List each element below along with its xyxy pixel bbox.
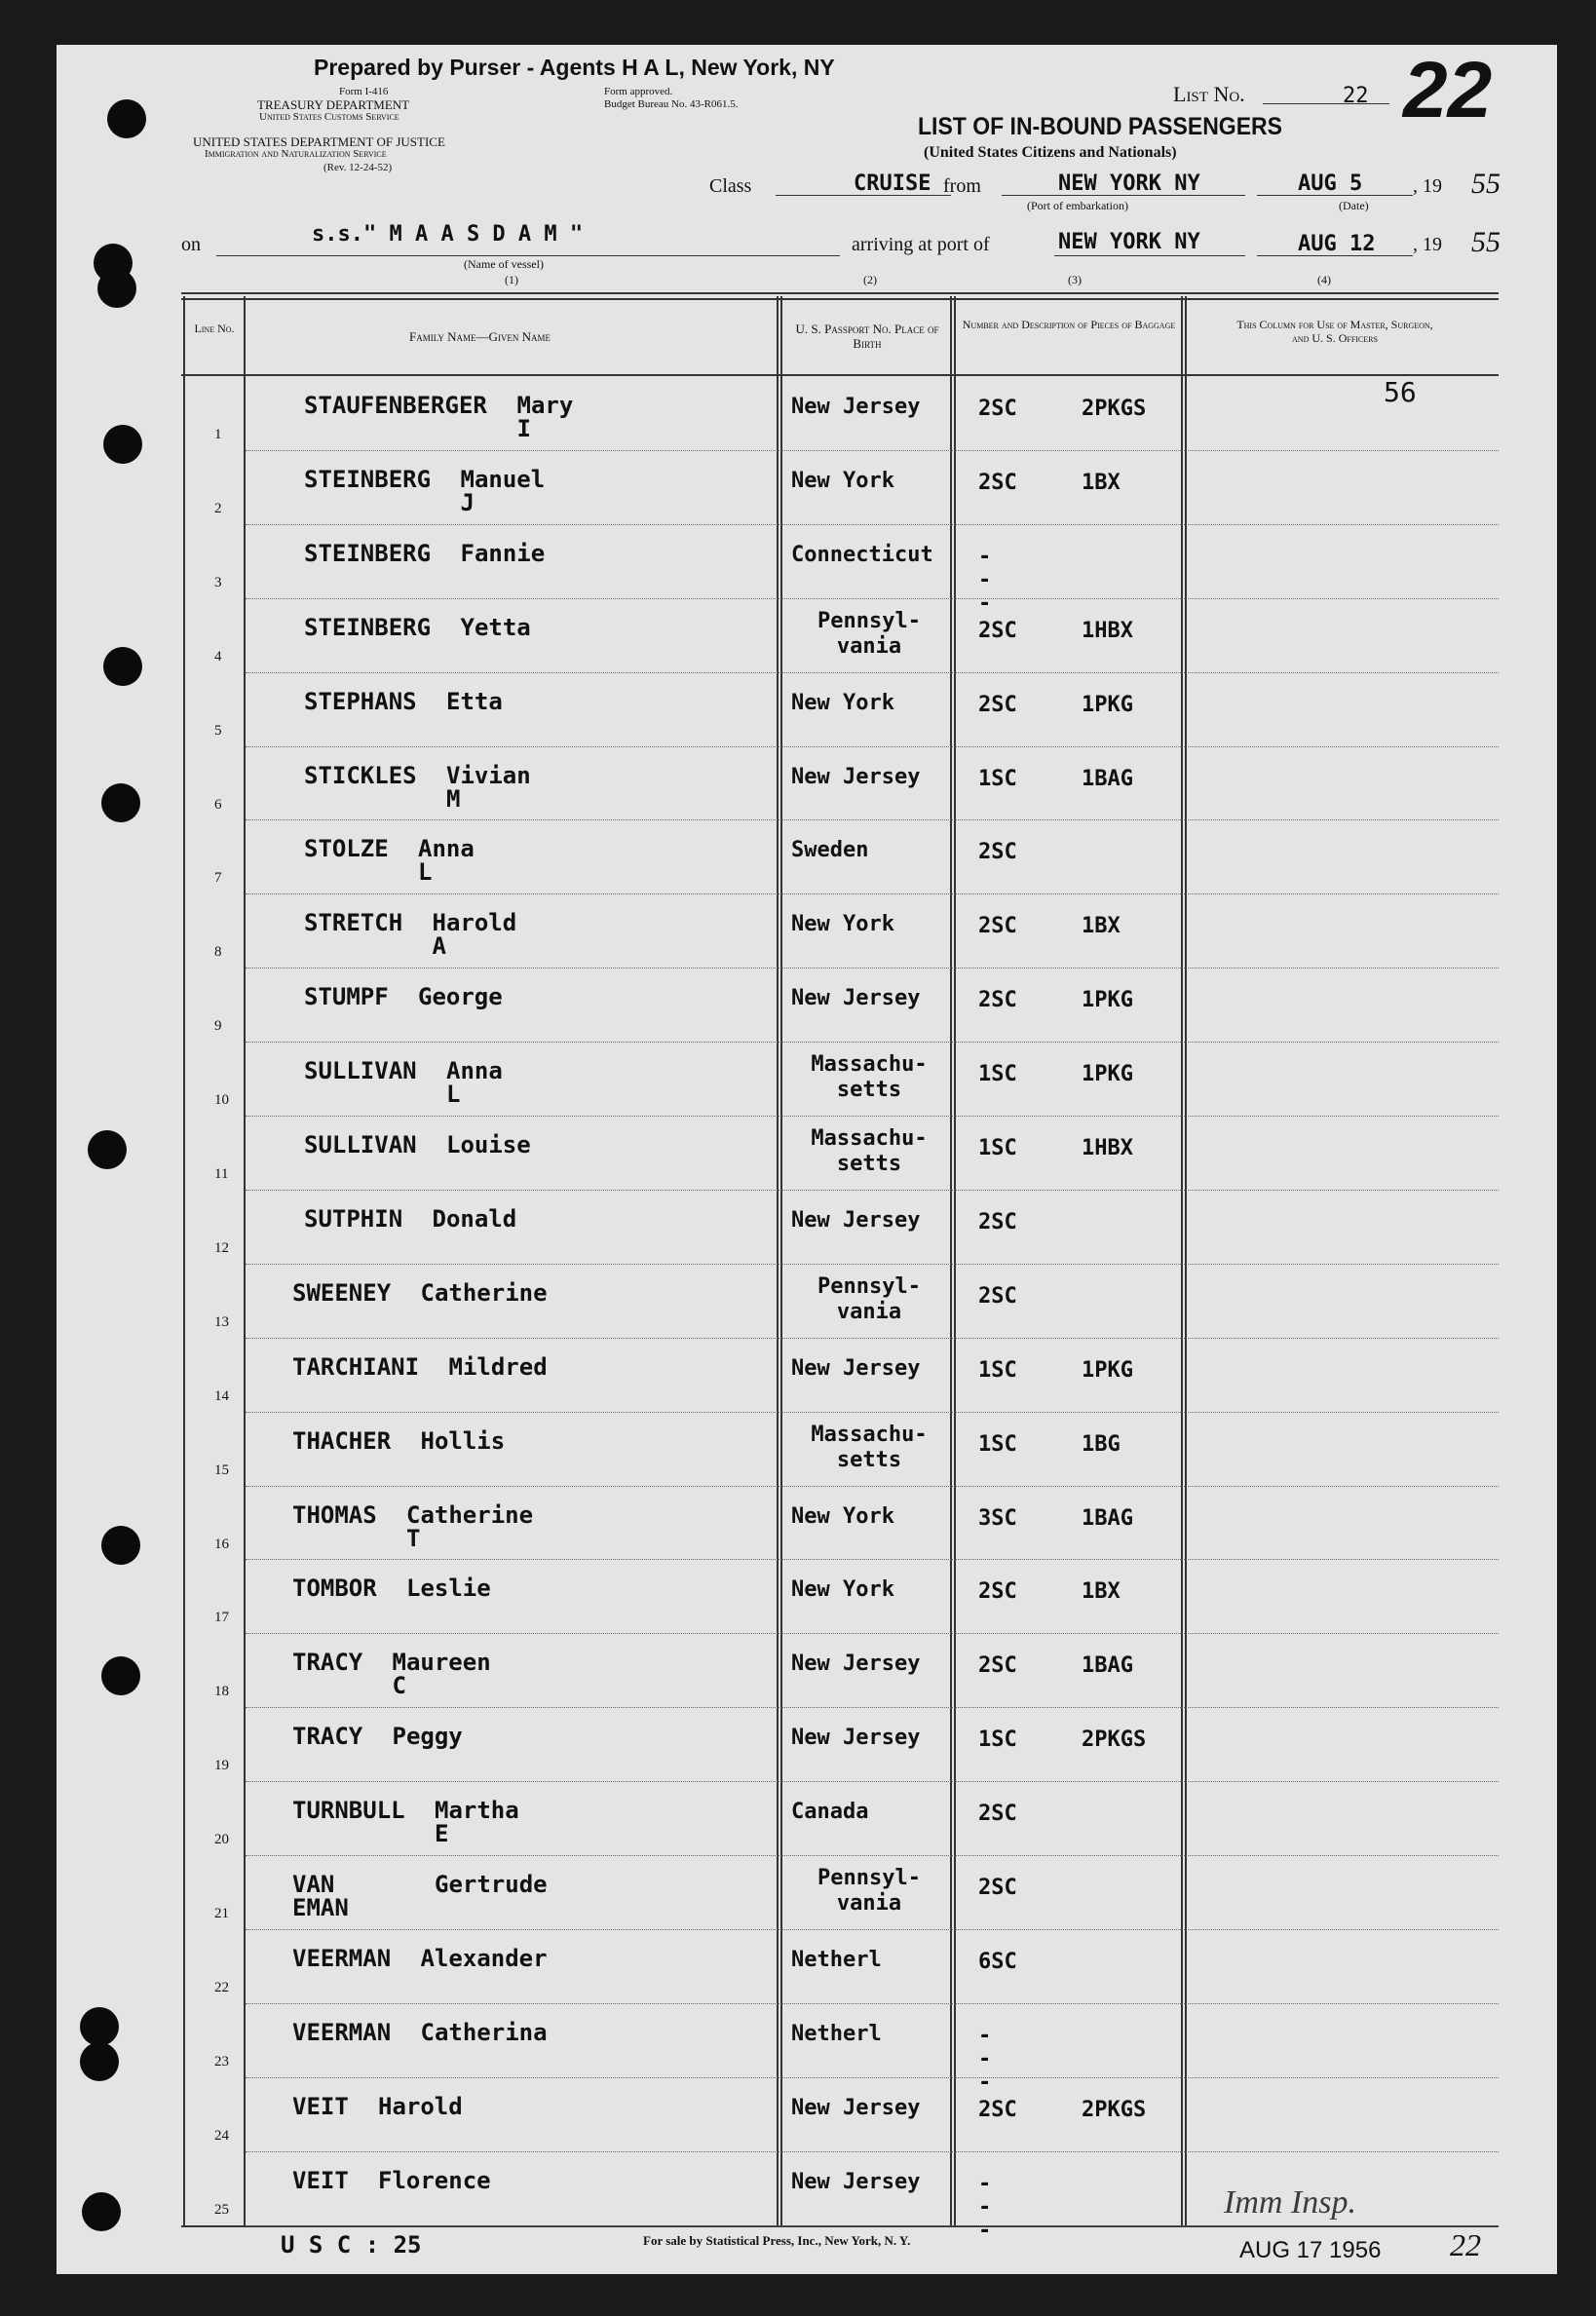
line-number: 8 — [214, 944, 222, 961]
given-name: Florence — [378, 2166, 491, 2194]
baggage-description: 1BX — [1082, 1579, 1121, 1605]
given-name: Mildred — [448, 1352, 548, 1381]
passenger-class: 2SC — [978, 1802, 1017, 1827]
given-name: Etta — [446, 687, 503, 715]
usc-total: U S C : 25 — [281, 2231, 422, 2259]
line-number: 11 — [214, 1166, 229, 1182]
column-1-marker: (1) — [505, 273, 518, 286]
baggage-description: 2PKGS — [1082, 2097, 1147, 2122]
baggage-description: 1BG — [1082, 1431, 1121, 1457]
table-header-divider — [181, 374, 1499, 376]
passenger-class: 2SC — [978, 2097, 1017, 2122]
family-name: STRETCH — [304, 909, 403, 937]
place-of-birth: Netherl — [791, 1947, 882, 1972]
place-of-birth-continued: setts — [836, 1447, 902, 1472]
given-name: Manuel J — [460, 465, 546, 516]
year-prefix: , 19 — [1413, 175, 1442, 197]
place-of-birth: Pennsyl- — [817, 1866, 921, 1890]
punch-hole — [101, 783, 140, 822]
passenger-class: 1SC — [978, 1431, 1017, 1457]
family-name: SUTPHIN — [304, 1204, 403, 1233]
vessel-name: s.s." M A A S D A M " — [312, 222, 584, 247]
family-name: TOMBOR — [292, 1575, 377, 1603]
from-port: NEW YORK NY — [1058, 171, 1200, 196]
given-name: Harold — [378, 2092, 463, 2120]
family-name: STOLZE — [304, 835, 389, 863]
place-of-birth: New Jersey — [791, 1355, 921, 1381]
row-divider — [246, 1633, 1499, 1634]
line-number: 4 — [214, 648, 222, 664]
place-of-birth: New York — [791, 912, 894, 937]
punch-hole — [103, 647, 142, 686]
given-name: Vivian M — [446, 761, 531, 813]
punch-hole — [97, 269, 136, 308]
line-number: 3 — [214, 574, 222, 590]
line-number: 24 — [214, 2127, 229, 2144]
year-prefix: , 19 — [1413, 234, 1442, 255]
given-name: Hollis — [420, 1426, 506, 1455]
customs-service: United States Customs Service — [259, 111, 399, 123]
given-name: Harold A — [432, 909, 517, 961]
family-name: VEERMAN — [292, 1944, 392, 1972]
date-caption: (Date) — [1339, 199, 1369, 212]
row-divider — [246, 672, 1499, 673]
from-date: AUG 5 — [1298, 171, 1363, 196]
punch-hole — [80, 2042, 119, 2081]
arrive-port: NEW YORK NY — [1058, 230, 1200, 254]
row-divider — [246, 819, 1499, 820]
row-divider — [246, 1264, 1499, 1265]
list-no-value: 22 — [1343, 84, 1369, 108]
line-number: 23 — [214, 2053, 229, 2069]
page-mark: 22 — [1450, 2227, 1481, 2262]
given-name: Donald — [432, 1204, 517, 1233]
form-approved: Form approved. — [604, 86, 673, 97]
passenger-class: 1SC — [978, 1357, 1017, 1383]
row-divider — [246, 1855, 1499, 1856]
place-of-birth: New Jersey — [791, 986, 921, 1011]
family-name: SULLIVAN — [304, 1131, 417, 1158]
row-divider — [246, 746, 1499, 747]
passenger-class: 2SC — [978, 1876, 1017, 1900]
baggage-description: 1BAG — [1082, 766, 1133, 791]
baggage-description: 1BAG — [1082, 1653, 1133, 1679]
column-divider — [1185, 296, 1187, 2227]
baggage-description: 2PKGS — [1082, 1728, 1147, 1753]
vessel-caption: (Name of vessel) — [464, 257, 544, 271]
family-name: TURNBULL — [292, 1797, 405, 1825]
baggage-description: 1HBX — [1082, 1136, 1133, 1160]
on-label: on — [181, 234, 201, 255]
line-number: 20 — [214, 1832, 229, 1848]
passenger-class: 2SC — [978, 692, 1017, 717]
punch-hole — [82, 2192, 121, 2231]
line-number: 1 — [214, 427, 222, 442]
list-no-line — [1263, 103, 1389, 104]
class-label: Class — [709, 175, 752, 197]
place-of-birth: Massachu- — [811, 1126, 928, 1151]
passenger-class: 2SC — [978, 914, 1017, 939]
row-divider — [246, 1929, 1499, 1930]
passenger-class: 2SC — [978, 840, 1017, 865]
place-of-birth: Connecticut — [791, 542, 933, 567]
passenger-class: 2SC — [978, 397, 1017, 421]
passenger-class: 1SC — [978, 1728, 1017, 1753]
row-divider — [246, 1190, 1499, 1191]
given-name: Alexander — [420, 1944, 548, 1972]
passenger-class: 2SC — [978, 1209, 1017, 1234]
inspector-signature: Imm Insp. — [1224, 2184, 1356, 2221]
line-number: 6 — [214, 796, 222, 813]
place-of-birth: New York — [791, 468, 894, 493]
year-value: 55 — [1471, 226, 1501, 258]
department-of-justice: UNITED STATES DEPARTMENT OF JUSTICE — [193, 134, 445, 149]
punch-hole — [80, 2007, 119, 2046]
passenger-class: 2SC — [978, 470, 1017, 495]
given-name: Anna L — [446, 1057, 503, 1109]
family-name: STEPHANS — [304, 687, 417, 715]
list-subtitle: (United States Citizens and Nationals) — [924, 144, 1177, 161]
given-name: Catherine T — [406, 1500, 534, 1552]
line-number: 17 — [214, 1610, 229, 1626]
officer-note: 56 — [1384, 376, 1417, 408]
baggage-description: 1HBX — [1082, 618, 1133, 643]
line-number: 9 — [214, 1018, 222, 1035]
baggage-description: 1PKG — [1082, 1357, 1133, 1383]
place-of-birth: New Jersey — [791, 1207, 921, 1233]
baggage-description: 1PKG — [1082, 988, 1133, 1013]
column-divider — [777, 296, 779, 2227]
form-revision: (Rev. 12-24-52) — [323, 162, 393, 173]
line-number: 2 — [214, 500, 222, 516]
place-of-birth: New Jersey — [791, 2169, 921, 2194]
family-name: STEINBERG — [304, 539, 432, 567]
punch-hole — [107, 99, 146, 138]
column-3-marker: (3) — [1068, 273, 1082, 286]
family-name: THACHER — [292, 1426, 392, 1455]
header-baggage: Number and Description of Pieces of Baggage — [962, 318, 1176, 331]
place-of-birth-continued: setts — [836, 1152, 902, 1176]
place-of-birth: New York — [791, 690, 894, 715]
row-divider — [246, 450, 1499, 451]
line-number: 15 — [214, 1462, 229, 1478]
port-embarkation-caption: (Port of embarkation) — [1027, 199, 1128, 212]
given-name: Mary I — [516, 392, 574, 442]
row-divider — [246, 1116, 1499, 1117]
given-name: Gertrude — [435, 1871, 548, 1898]
row-divider — [246, 1486, 1499, 1487]
row-divider — [246, 1559, 1499, 1560]
family-name: STAUFENBERGER — [304, 392, 487, 419]
place-of-birth-continued: vania — [836, 1891, 902, 1916]
passenger-class: --- — [978, 2171, 992, 2243]
from-label: from — [943, 175, 981, 197]
place-of-birth-continued: setts — [836, 1078, 902, 1103]
header-officers: This Column for Use of Master, Surgeon, and U. S. Officers — [1236, 318, 1433, 345]
row-divider — [246, 893, 1499, 894]
column-divider — [1181, 296, 1183, 2227]
place-of-birth: Massachu- — [811, 1052, 928, 1078]
treasury-department: TREASURY DEPARTMENT — [257, 97, 410, 112]
column-2-marker: (2) — [863, 273, 877, 286]
given-name: Yetta — [460, 613, 531, 641]
place-of-birth: Pennsyl- — [817, 1273, 921, 1299]
given-name: George — [418, 983, 503, 1011]
row-divider — [246, 524, 1499, 525]
family-name: STEINBERG — [304, 465, 432, 493]
given-name: Fannie — [460, 539, 546, 567]
baggage-description: 1PKG — [1082, 1062, 1133, 1087]
place-of-birth: Netherl — [791, 2021, 882, 2046]
family-name: VAN EMAN — [292, 1871, 349, 1921]
ins-service: Immigration and Naturalization Service — [205, 148, 387, 160]
given-name: Louise — [446, 1131, 531, 1158]
passenger-class: --- — [978, 544, 992, 616]
header-passport: U. S. Passport No. Place of Birth — [795, 322, 939, 351]
passenger-class: 6SC — [978, 1949, 1017, 1974]
row-divider — [246, 2151, 1499, 2152]
table-top-border — [181, 292, 1499, 294]
passenger-class: 1SC — [978, 1062, 1017, 1087]
row-divider — [246, 2077, 1499, 2078]
passenger-class: --- — [978, 2023, 992, 2095]
row-divider — [246, 1781, 1499, 1782]
list-title: LIST OF IN-BOUND PASSENGERS — [918, 113, 1282, 140]
line-number: 22 — [214, 1979, 229, 1995]
column-divider — [244, 296, 246, 2227]
baggage-description: 1BX — [1082, 470, 1121, 495]
passenger-class: 1SC — [978, 766, 1017, 791]
arrive-date: AUG 12 — [1298, 232, 1376, 256]
given-name: Catherina — [420, 2018, 548, 2046]
punch-hole — [103, 425, 142, 464]
punch-hole — [101, 1656, 140, 1695]
arrival-stamp-date: AUG 17 1956 — [1239, 2237, 1382, 2263]
passenger-class: 2SC — [978, 988, 1017, 1013]
family-name: VEIT — [292, 2092, 349, 2120]
arrive-port-line — [1054, 255, 1245, 256]
family-name: VEIT — [292, 2166, 349, 2194]
family-name: TRACY — [292, 1723, 363, 1751]
budget-bureau: Budget Bureau No. 43-R061.5. — [604, 98, 739, 110]
given-name: Peggy — [392, 1723, 463, 1751]
line-number: 19 — [214, 1758, 229, 1774]
family-name: THOMAS — [292, 1500, 377, 1529]
line-number: 7 — [214, 870, 222, 887]
line-number: 5 — [214, 722, 222, 739]
line-number: 12 — [214, 1239, 229, 1256]
column-divider — [950, 296, 952, 2227]
line-number: 14 — [214, 1387, 229, 1404]
row-divider — [246, 1707, 1499, 1708]
prepared-by-line: Prepared by Purser - Agents H A L, New York, NY — [314, 55, 835, 80]
passenger-class: 2SC — [978, 1283, 1017, 1309]
place-of-birth: New York — [791, 1503, 894, 1529]
passenger-class: 2SC — [978, 1653, 1017, 1679]
column-divider — [954, 296, 956, 2227]
place-of-birth: New Jersey — [791, 1652, 921, 1677]
family-name: SULLIVAN — [304, 1057, 417, 1085]
big-list-number: 22 — [1403, 46, 1493, 134]
place-of-birth-continued: vania — [836, 1299, 902, 1324]
family-name: TARCHIANI — [292, 1352, 420, 1381]
row-divider — [246, 2003, 1499, 2004]
family-name: STEINBERG — [304, 613, 432, 641]
form-number: Form I-416 — [339, 86, 389, 97]
family-name: STUMPF — [304, 983, 389, 1011]
given-name: Maureen C — [392, 1649, 491, 1700]
place-of-birth: Sweden — [791, 838, 869, 863]
place-of-birth-continued: vania — [836, 633, 902, 659]
baggage-description: 2PKGS — [1082, 397, 1147, 421]
arriving-label: arriving at port of — [852, 234, 990, 255]
row-divider — [246, 1338, 1499, 1339]
line-number: 10 — [214, 1092, 229, 1109]
place-of-birth: Pennsyl- — [817, 608, 921, 633]
place-of-birth: New York — [791, 1577, 894, 1603]
vessel-line — [216, 255, 840, 256]
punch-hole — [88, 1130, 127, 1169]
table-left-border — [183, 296, 185, 2227]
place-of-birth: New Jersey — [791, 1726, 921, 1751]
family-name: TRACY — [292, 1649, 363, 1677]
column-divider — [780, 296, 782, 2227]
row-divider — [246, 598, 1499, 599]
row-divider — [246, 1412, 1499, 1413]
place-of-birth: Massachu- — [811, 1422, 928, 1447]
table-top-border — [181, 298, 1499, 300]
class-value: CRUISE — [854, 171, 931, 196]
given-name: Anna L — [418, 835, 475, 887]
family-name: STICKLES — [304, 761, 417, 789]
place-of-birth: Canada — [791, 1800, 869, 1825]
family-name: SWEENEY — [292, 1278, 392, 1307]
baggage-description: 1PKG — [1082, 692, 1133, 717]
family-name: VEERMAN — [292, 2018, 392, 2046]
place-of-birth: New Jersey — [791, 764, 921, 789]
baggage-description: 1BAG — [1082, 1505, 1133, 1531]
place-of-birth: New Jersey — [791, 395, 921, 419]
passenger-class: 2SC — [978, 618, 1017, 643]
header-name: Family Name—Given Name — [409, 329, 551, 344]
punch-hole — [101, 1526, 140, 1565]
year-value: 55 — [1471, 168, 1501, 200]
line-number: 16 — [214, 1536, 229, 1552]
line-number: 25 — [214, 2201, 229, 2218]
given-name: Catherine — [420, 1278, 548, 1307]
header-line-no: Line No. — [194, 322, 235, 335]
line-number: 21 — [214, 1906, 229, 1921]
row-divider — [246, 2225, 1499, 2226]
baggage-description: 1BX — [1082, 914, 1121, 939]
line-number: 13 — [214, 1313, 229, 1330]
given-name: Leslie — [406, 1575, 491, 1603]
given-name: Martha E — [435, 1797, 519, 1848]
passenger-class: 2SC — [978, 1579, 1017, 1605]
column-4-marker: (4) — [1317, 273, 1331, 286]
row-divider — [246, 1042, 1499, 1043]
place-of-birth: New Jersey — [791, 2095, 921, 2120]
printer-credit: For sale by Statistical Press, Inc., New York, N. Y. — [643, 2233, 911, 2248]
passenger-class: 3SC — [978, 1505, 1017, 1531]
list-no-label: List No. — [1173, 82, 1245, 106]
line-number: 18 — [214, 1684, 229, 1700]
passenger-class: 1SC — [978, 1136, 1017, 1160]
